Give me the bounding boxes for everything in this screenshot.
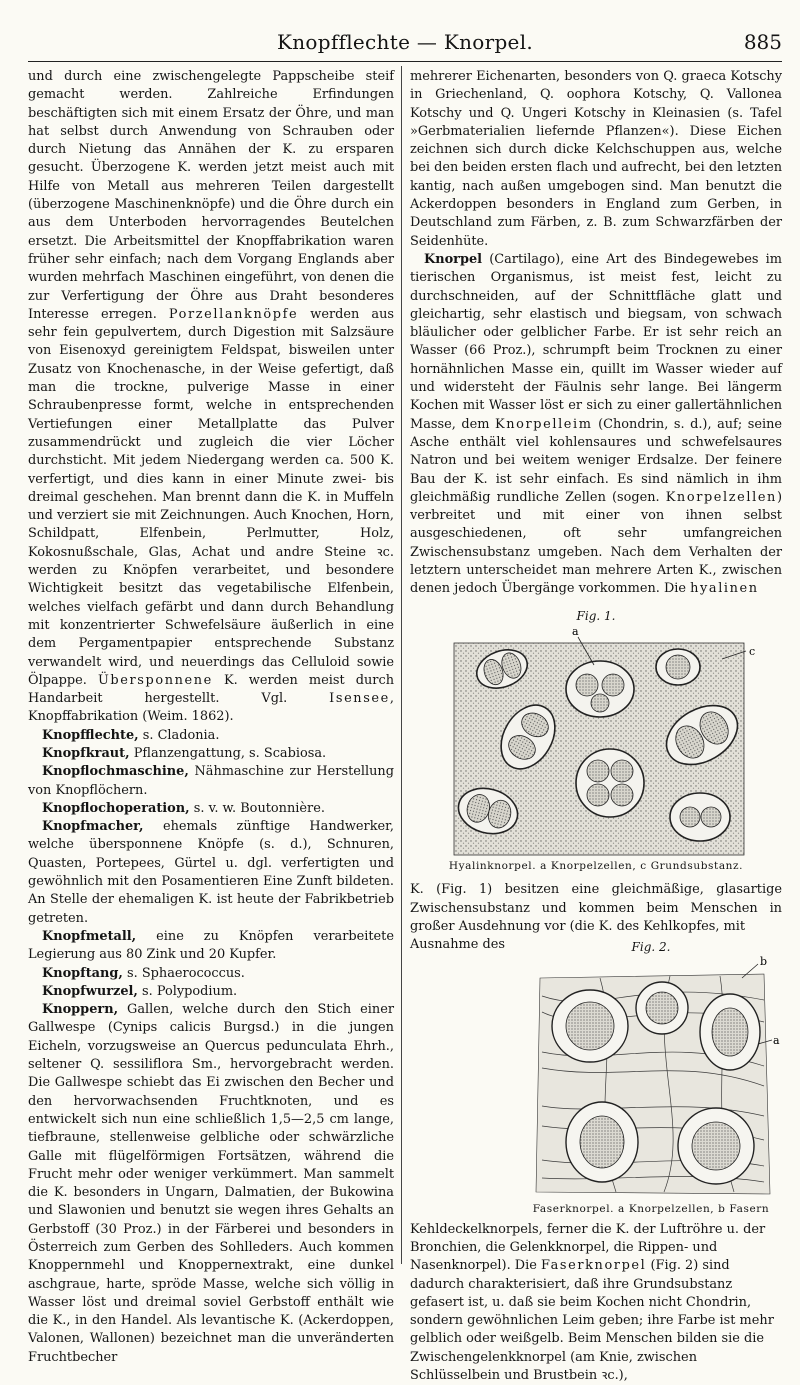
fibro-cell <box>566 1102 638 1182</box>
headword: Knorpel <box>424 251 483 267</box>
page-header <box>28 30 782 60</box>
entry-knopfkraut: Knopfkraut, Pflanzengattung, s. Scabiosa. <box>42 745 327 761</box>
fibro-cell <box>678 1108 754 1184</box>
headword: Knopfwurzel, <box>42 983 138 999</box>
label-c: c <box>749 644 756 658</box>
page-number: 885 <box>743 30 782 54</box>
label-a: a <box>773 1034 780 1048</box>
figure-2-label: Fig. 2. <box>631 940 671 955</box>
entry-knopfwurzel: Knopfwurzel, s. Polypodium. <box>42 983 238 999</box>
figure-1-caption: Hyalinknorpel. a Knorpelzellen, c Grundsubstanz. <box>448 859 744 872</box>
headword: Knoppern, <box>42 1002 119 1018</box>
entry-knopftang: Knopftang, s. Sphaerococcus. <box>42 965 245 981</box>
right-column <box>410 68 782 1385</box>
entry-knopfmacher: Knopfmacher, ehemals zünftige Handwerker, welche übersponnene Knöpfe (s. d.), Schnuren, Quasten, Portepees, Gürtel u. dgl. verfertigten und gewöhnlich mit den Posamentieren Eine Zunft bildeten. An Stelle der ehemaligen K. ist heute der Fabrikbetrieb getreten. <box>28 819 394 926</box>
figure-2-fibrocartilage <box>520 938 782 1219</box>
figure-1-label: Fig. 1. <box>576 608 616 623</box>
left-column <box>28 68 394 1367</box>
entry-knopfmetall: Knopfmetall, eine zu Knöpfen verarbeitete Legierung aus 80 Zink und 20 Kupfer. <box>28 928 394 963</box>
paragraph-knopf-continued: und durch eine zwischengelegte Pappscheibe steif gemacht werden. Zahlreiche Erfindungen beschäftigten sich mit einem Ersatz der Öhre, und man hat selbst durch Anwendung von Schrauben oder durch Nietung das Annähen der K. zu ersparen gesucht. Überzogene K. werden jetzt meist auch mit Hilfe von Metall aus mehreren Teilen dargestellt (überzogene Maschinenknöpfe) und die Öhre durch ein aus dem Unterboden hervorragendes Beutelchen ersetzt. Die Arbeitsmittel der Knopffabrikation waren früher sehr einfach; nach dem Vorgang Englands aber wurden mehrfach Maschinen eingeführt, von denen die zur Verfertigung der Öhre aus Draht besonderes Interesse erregen. Porzellanknöpfe werden aus sehr fein gepulvertem, durch Digestion mit Salzsäure von Eisenoxyd gereinigtem Feldspat, bisweilen unter Zusatz von Knochenasche, in der Weise gefertigt, daß man die trockne, pulverige Masse in einer Schraubenpresse formt, welche in entsprechenden Vertiefungen einer Metallplatte das Pulver zusammendrückt und zugleich die vier Löcher durchsticht. Mit jedem Niedergang werden ca. 500 K. verfertigt, und dies kann in einer Minute zwei- bis dreimal geschehen. Man brennt dann die K. in Muffeln und verziert sie mit Zeichnungen. Auch Knochen, Horn, Schildpatt, Elfenbein, Perlmutter, Holz, Kokosnußschale, Glas, Achat und andre Steine ꝛc. werden zu Knöpfen verarbeitet, und besondere Wichtigkeit besitzt das vegetabilische Elfenbein, welches vielfach gefärbt und dann durch Behandlung mit konzentrierter Schwefelsäure äußerlich in eine dem Pergamentpapier entsprechende Substanz verwandelt wird, und neuerdings das Celluloid sowie Ölpappe. Übersponnene K. werden meist durch Handarbeit hergestellt. Vgl. Isensee, Knopffabrikation (Weim. 1862). <box>28 69 394 725</box>
label-b: b <box>760 956 768 969</box>
headword: Knopflochmaschine, <box>42 764 189 780</box>
entry-knopflochoperation: Knopflochoperation, s. v. w. Boutonnière. <box>42 800 325 816</box>
header-rule <box>28 61 782 62</box>
fibrocartilage-illustration <box>520 956 782 1200</box>
headword: Knopfmacher, <box>42 819 144 835</box>
headword: Knopfflechte, <box>42 727 139 743</box>
headword: Knopfkraut, <box>42 745 130 761</box>
headword: Knopfmetall, <box>42 928 137 944</box>
fibro-cell <box>700 994 760 1070</box>
entry-knoppern: Knoppern, Gallen, welche durch den Stich einer Gallwespe (Cynips calicis Burgsd.) in die jungen Eicheln, vorzugsweise an Quercus pedunculata Ehrh., seltener Q. sessiliflora Sm., hervorgebracht werden. Die Gallwespe schiebt das Ei zwischen den Becher und den hervorwachsenden Fruchtknoten, und es entwickelt sich nun eine schließlich 1,5—2,5 cm lange, tiefbraune, stellenweise gelbliche oder schwärzliche Galle mit flügelförmigen Fortsätzen, während die Frucht mehr oder weniger verkümmert. Man sammelt die K. besonders in Ungarn, Dalmatien, der Bukowina und Slawonien und benutzt sie wegen ihres Gehalts an Gerbstoff (30 Proz.) in der Färberei und besonders in Österreich zum Gerben des Sohlleders. Auch kommen Knoppernmehl und Knoppernextrakt, eine dunkel aschgraue, harte, spröde Masse, welche sich völlig in Wasser löst und dreimal soviel Gerbstoff enthält wie die K., in den Handel. Als levantische K. (Ackerdoppen, Valonen, Wallonen) bezeichnet man die unveränderten Fruchtbecher <box>28 1002 394 1365</box>
figure-1-hyaline-cartilage <box>410 607 782 876</box>
cell-group <box>566 661 634 717</box>
fibro-cell <box>636 982 688 1034</box>
entry-knopfflechte: Knopfflechte, s. Cladonia. <box>42 727 220 743</box>
paragraph-knoppern-continued: mehrerer Eichenarten, besonders von Q. graeca Kotschy in Griechenland, Q. oophora Kotschy, Q. Vallonea Kotschy und Q. Ungeri Kotschy in Kleinasien (s. Tafel »Gerbmaterialien liefernde Pflanzen«). Diese Eichen zeichnen sich durch dicke Kelchschuppen aus, welche bei den beiden ersten flach und aufrecht, bei den letzten kantig, nach außen umgebogen sind. Man benutzt die Ackerdoppen besonders in England zum Gerben, in Deutschland zum Färben, z. B. zum Schwarzfärben der Seidenhüte. <box>410 69 782 249</box>
entry-knorpel: Knorpel (Cartilago), eine Art des Bindegewebes im tierischen Organismus, ist meist fest, leicht zu durchschneiden, auf der Schnittfläche glatt und gleichartig, sehr elastisch und biegsam, von schwach bläulicher oder gelblicher Farbe. Er ist sehr reich an Wasser (66 Proz.), schrumpft beim Trocknen zu einer hornähnlichen Masse ein, quillt im Wasser wieder auf und widersteht der Fäulnis sehr lange. Bei längerm Kochen mit Wasser löst er sich zu einer gallertähnlichen Masse, dem Knorpelleim (Chondrin, s. d.), auf; seine Asche enthält viel kohlensaures und schwefelsaures Natron und bei weitem weniger Erdsalze. Der feinere Bau der K. ist sehr einfach. Es sind nämlich in ihm gleichmäßig rundliche Zellen (sogen. Knorpelzellen) verbreitet und mit einer von ihnen selbst ausgeschiedenen, oft sehr umfangreichen Zwischensubstanz umgeben. Nach dem Verhalten der letztern unterscheidet man mehrere Arten K., zwischen denen jedoch Übergänge vorkommen. Die hyalinen <box>410 251 783 597</box>
cell-group <box>576 749 644 817</box>
headword: Knopflochoperation, <box>42 800 190 816</box>
fibro-cell <box>552 990 628 1062</box>
figure-2-caption: Faserknorpel. a Knorpelzellen, b Fasern <box>532 1203 770 1216</box>
headword: Knopftang, <box>42 965 123 981</box>
label-a: a <box>572 624 579 638</box>
paragraph-fibrocartilage: Ausnahme des Kehldeckelknorpels, ferner die K. der Luftröhre u. der Bronchien, die Gelenkknorpel, die Rippen- und Nasenknorpel). Die Faserknorpel (Fig. 2) sind dadurch charakterisiert, daß ihre Grundsubstanz gefasert ist, u. daß sie beim Kochen nicht Chondrin, sondern gewöhnlichen Leim geben; ihre Farbe ist mehr gelblich oder weißgelb. Beim Menschen bilden sie die Zwischengelenkknorpel (am Knie, zwischen Schlüsselbein und Brustbein ꝛc.), <box>410 937 774 1384</box>
paragraph-hyaline: K. (Fig. 1) besitzen eine gleichmäßige, glasartige Zwischensubstanz und kommen beim Menschen in großer Ausdehnung vor (die K. des Kehlkopfes, mit <box>410 882 782 934</box>
hyaline-cartilage-illustration <box>410 625 782 857</box>
cell-group <box>656 649 700 685</box>
column-divider <box>401 66 402 1264</box>
entry-knopflochmaschine: Knopflochmaschine, Nähmaschine zur Herstellung von Knopflöchern. <box>28 764 394 798</box>
running-title: Knopfflechte — Knorpel. <box>276 30 534 54</box>
cell-group <box>670 793 730 841</box>
